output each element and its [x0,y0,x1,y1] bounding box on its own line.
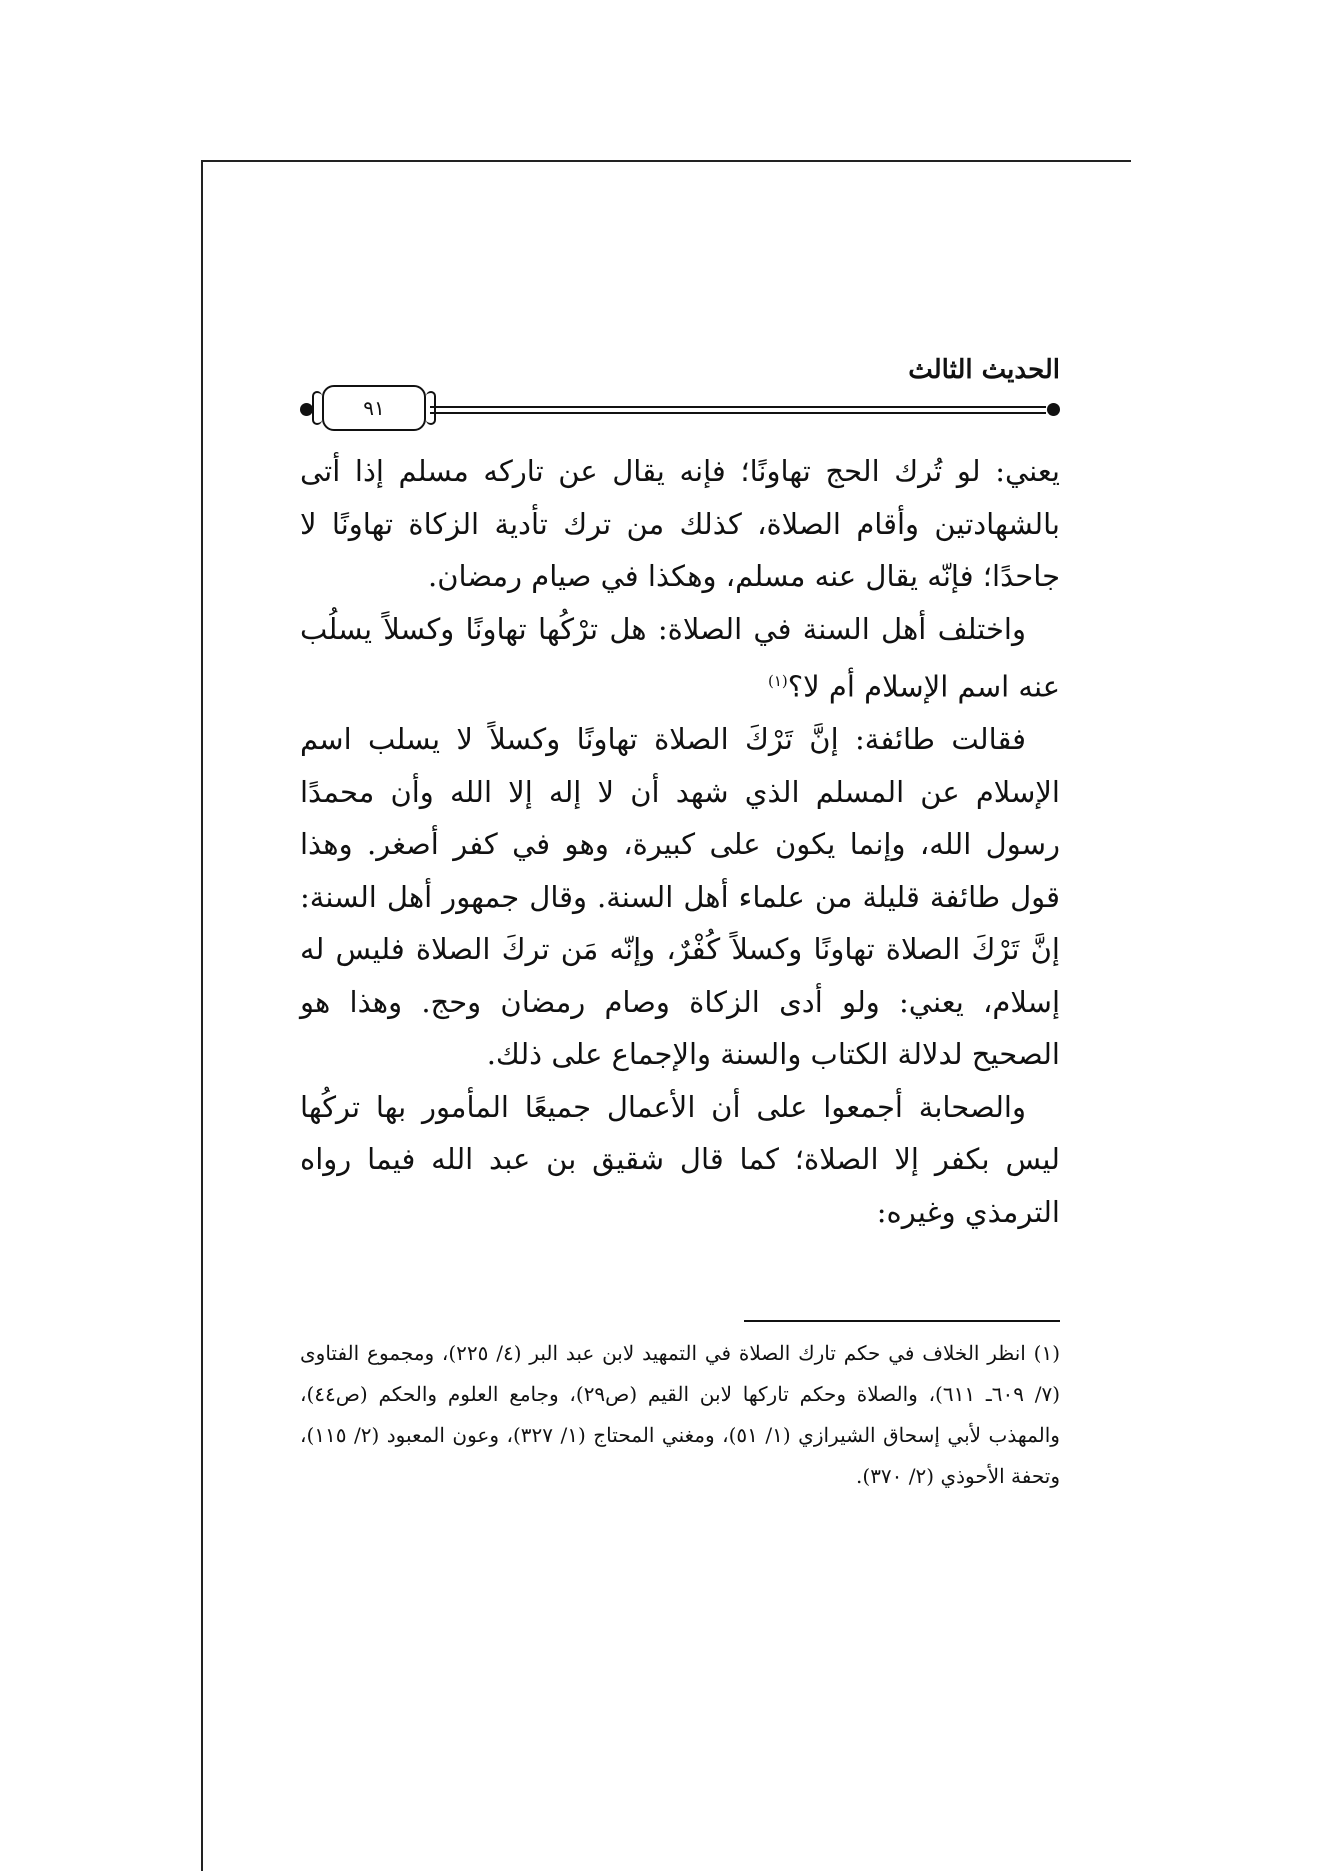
paragraph-2-text: واختلف أهل السنة في الصلاة: هل ترْكُها تهاونًا وكسلاً يسلُب عنه اسم الإسلام أم لا؟ [300,611,1060,704]
footnote-1: (١) انظر الخلاف في حكم تارك الصلاة في التمهيد لابن عبد البر (٤/ ٢٢٥)، ومجموع الفتاوى (٧/ ٦٠٩ـ ٦١١)، والصلاة وحكم تاركها لابن القيم (ص٢٩)، وجامع العلوم والحكم (ص٤٤)، والمهذب لأبي إسحاق الشيرازي (١/ ٥١)، ومغني المحتاج (١/ ٣٢٧)، وعون المعبود (٢/ ١١٥)، وتحفة الأحوذي (٢/ ٣٧٠). [300,1341,1060,1488]
footnote-reference-1: (١) [767,672,788,690]
frame-left-border [201,160,203,1871]
header-rule-line-top [430,406,1046,408]
frame-top-border [201,160,1131,162]
page-number: ٩١ [322,385,426,431]
body-text [300,445,1060,1238]
paragraph-2 [300,603,1060,714]
paragraph-3: فقالت طائفة: إنَّ تَرْكَ الصلاة تهاونًا وكسلاً لا يسلب اسم الإسلام عن المسلم الذي شهد أن لا إله إلا الله وأن محمدًا رسول الله، وإنما يكون على كبيرة، وهو في كفر أصغر. وهذا قول طائفة قليلة من علماء أهل السنة. وقال جمهور أهل السنة: إنَّ تَرْكَ الصلاة تهاونًا وكسلاً كُفْرٌ، وإنّه مَن تركَ الصلاة فليس له إسلام، يعني: ولو أدى الزكاة وصام رمضان وحج. وهذا هو الصحيح لدلالة الكتاب والسنة والإجماع على ذلك. [300,722,1061,1072]
header-rule-line-bottom [430,412,1046,414]
paragraph-4: والصحابة أجمعوا على أن الأعمال جميعًا المأمور بها تركُها ليس بكفر إلا الصلاة؛ كما قال شقيق بن عبد الله فيما رواه الترمذي وغيره: [300,1089,1060,1229]
running-header-title: الحديث الثالث [908,355,1060,385]
footnotes [300,1333,1060,1497]
header-rule-dot-right [1047,403,1060,416]
footnote-separator [744,1320,1060,1322]
paragraph-1: يعني: لو تُرك الحج تهاونًا؛ فإنه يقال عن تاركه مسلم إذا أتى بالشهادتين وأقام الصلاة، كذلك من ترك تأدية الزكاة تهاونًا لا جاحدًا؛ فإنّه يقال عنه مسلم، وهكذا في صيام رمضان. [300,454,1060,593]
